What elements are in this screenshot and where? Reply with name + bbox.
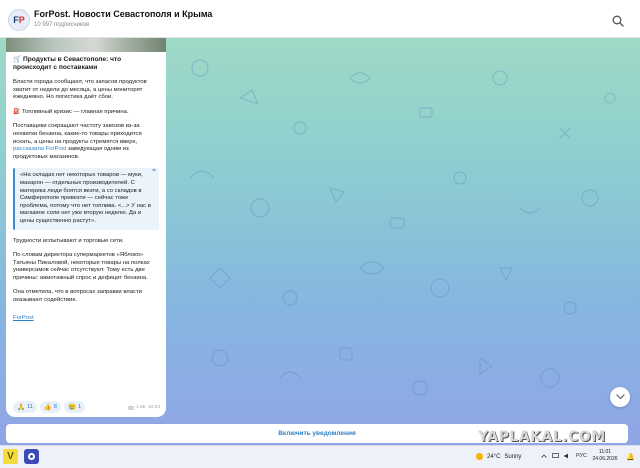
pray-icon: 🙏 xyxy=(17,404,26,411)
language-indicator[interactable]: РУС xyxy=(576,453,588,459)
reaction-thumbs-up[interactable] xyxy=(40,401,61,413)
network-icon[interactable] xyxy=(552,453,559,459)
search-icon[interactable] xyxy=(612,15,624,27)
clock-date: 24.06.2026 xyxy=(592,456,618,462)
post-meta xyxy=(128,405,160,410)
post-paragraph-5: По словам директора супермаркетов «Яблоко» Татьяны Пикаловой, некоторые товары на полках универсамов сейчас отсутствуют. Тому есть две причины: ажиотажный спрос и дефицит бензина. xyxy=(13,252,150,281)
post-photo[interactable] xyxy=(6,38,166,52)
avatar-letter-p: P xyxy=(18,15,25,25)
chat-area[interactable] xyxy=(0,38,640,423)
subscriber-count: 10 997 подписчиков xyxy=(34,22,90,28)
reaction-pray[interactable] xyxy=(13,401,37,413)
notification-icon[interactable]: 🔔 xyxy=(626,454,635,461)
post-paragraph-2: ⛽ Топливный кризис — главная причина. xyxy=(13,108,129,115)
weather-widget[interactable] xyxy=(476,453,521,460)
system-tray xyxy=(541,453,587,459)
reactions-bar xyxy=(13,401,85,413)
view-count: 1.6K xyxy=(136,405,146,410)
taskbar-app-v[interactable]: V xyxy=(3,449,18,464)
channel-avatar[interactable] xyxy=(8,9,30,31)
post-paragraph-6: Она отметила, что в вопросах заправки власти оказывают содействие. xyxy=(13,289,142,304)
post-bubble xyxy=(6,38,166,417)
post-source-link[interactable]: ForPost xyxy=(13,314,34,321)
post-paragraph-3-end: заведующая одним из продуктовых магазинов. xyxy=(13,146,129,160)
watermark-logo: YAPLAKAL.COM xyxy=(478,429,606,445)
enable-notifications-button[interactable]: Включить уведомления xyxy=(6,424,628,443)
reaction-count: 11 xyxy=(27,404,33,410)
sad-icon: 😢 xyxy=(67,404,77,411)
post-title: 🛒 Продукты в Севастополе: что происходит с поставками xyxy=(13,56,122,71)
chevron-up-icon[interactable] xyxy=(541,454,547,458)
chevron-down-icon xyxy=(616,394,625,400)
reaction-count: 1 xyxy=(78,404,82,410)
post-time: 10:23 xyxy=(147,405,160,410)
post-paragraph-3-start: Поставщики сокращают частоту завозов из-за нехватки бензина, какие-то товары приходится искать, а цены на продукты стремятся вверх, xyxy=(13,123,142,145)
sun-icon xyxy=(476,453,483,460)
post-paragraph-3 xyxy=(13,123,159,161)
reaction-count: 8 xyxy=(53,404,57,410)
post-inline-link[interactable]: рассказала ForPost xyxy=(13,146,67,153)
eye-icon xyxy=(128,406,134,410)
weather-text: Sunny xyxy=(504,453,522,460)
scroll-down-button[interactable] xyxy=(610,387,630,407)
reaction-sad[interactable] xyxy=(64,401,85,413)
post-quote-text: «На складах нет некоторых товаров — муки, макарон — отдельных производителей. С материка люди боятся везти, а со складов в Симферополе привезти — сейчас тоже проблема, потому что нет топлива. <...> У нас в магазине соли нет уже вторую неделю. Да и цены существенно растут». xyxy=(20,172,151,224)
post-paragraph-1: Власти города сообщают, что запасов продуктов хватит от недели до месяца, а цены мониторят ежедневно. Но логистика даёт сбои. xyxy=(13,79,147,101)
speaker-icon[interactable] xyxy=(564,453,571,459)
channel-header xyxy=(0,0,640,38)
app-circle-icon xyxy=(28,453,35,460)
post-quote xyxy=(13,168,159,229)
temperature: 24°C xyxy=(487,453,501,460)
post-paragraph-4: Трудности испытывают и торговые сети. xyxy=(13,237,124,244)
clock[interactable] xyxy=(589,449,621,463)
avatar-letter-f: F xyxy=(13,15,19,25)
taskbar xyxy=(0,445,640,468)
clock-time: 11:01 xyxy=(598,449,612,455)
channel-title[interactable]: ForPost. Новости Севастополя и Крыма xyxy=(34,9,213,19)
taskbar-app-icon[interactable] xyxy=(24,449,39,464)
thumbs-up-icon: 👍 xyxy=(43,404,52,411)
quote-icon: ” xyxy=(152,168,156,178)
